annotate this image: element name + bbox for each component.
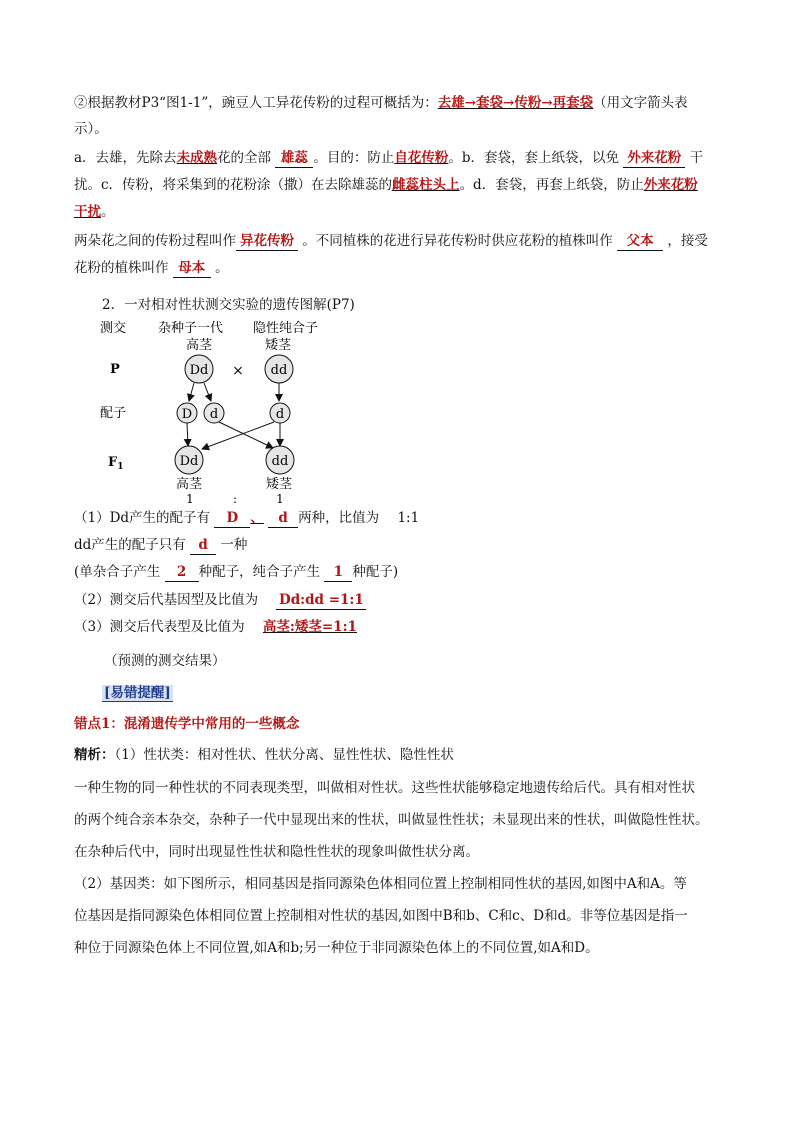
text: 干 xyxy=(689,150,704,166)
text: （2）测交后代基因型及比值为 xyxy=(74,592,259,608)
analysis-line7: 种位于同源染色体上不同位置,如A和b;另一种位于非同源染色体上的不同位置,如A和D。 xyxy=(74,940,599,956)
cross-label: 测交 xyxy=(100,321,127,336)
text: 一种 xyxy=(220,537,248,553)
offspring-dd: dd xyxy=(271,454,289,469)
tip-tag-line xyxy=(102,682,173,704)
gamete-d2: d xyxy=(275,407,285,422)
arrow-p1-gD xyxy=(189,383,194,401)
gamete-d: d xyxy=(209,407,219,422)
analysis-line6: 位基因是指同源染色体相同位置上控制相对性状的基因,如图中B和b、C和c、D和d。非等位基因是指一 xyxy=(74,908,688,924)
text: 种配子) xyxy=(352,564,399,580)
q1-line2 xyxy=(74,534,247,556)
text: 。不同植株的花进行异花传粉时供应花粉的植株叫作 xyxy=(302,233,613,249)
analysis-line3: 的两个纯合亲本杂交，杂种子一代中显现出来的性状，叫做显性性状；未显现出来的性状，叫做隐性性状。 xyxy=(74,812,709,828)
analysis-line1 xyxy=(74,744,454,766)
cross-sign: × xyxy=(232,363,244,379)
analysis-line5: （2）基因类：如下图所示，相同基因是指同源染色体相同位置上控制相同性状的基因,如图中A和A。等 xyxy=(74,876,687,892)
para3-line2 xyxy=(74,257,229,279)
text: 花粉的植株叫作 xyxy=(74,260,169,276)
testcross-diagram xyxy=(90,316,410,506)
answer-dd-gamete: d xyxy=(190,536,216,555)
text: dd产生的配子只有 xyxy=(74,537,186,553)
answer-hetero-count: 2 xyxy=(165,563,199,582)
answer-pollination-steps: 去雄→套袋→传粉→再套袋 xyxy=(437,95,594,111)
para2-line2 xyxy=(74,174,698,196)
parent2-title: 隐性纯合子 xyxy=(253,321,319,336)
answer-cross-pollination: 异花传粉 xyxy=(236,232,298,251)
parent1-genotype: Dd xyxy=(189,363,209,378)
ratio-1: 1 xyxy=(186,492,194,506)
parent2-genotype: dd xyxy=(270,363,288,378)
answer-female-parent: 母本 xyxy=(173,259,211,278)
answer-foreign-pollen-2: 外来花粉 xyxy=(643,177,698,193)
text: 。 xyxy=(101,204,115,220)
offspring-Dd: Dd xyxy=(179,454,199,469)
para1-tail: （用文字箭头表 xyxy=(593,95,688,111)
answer-gamete-D: D xyxy=(214,509,250,528)
section2-title: 2．一对相对性状测交实验的遗传图解(P7) xyxy=(102,297,355,313)
text: 花的全部 xyxy=(217,150,272,166)
analysis-label: 精析： xyxy=(74,747,115,763)
p-label: P xyxy=(110,362,120,377)
analysis-line4: 在杂种后代中，同时出现显性性状和隐性性状的现象叫做性状分离。 xyxy=(74,844,479,860)
answer-stamens: 雄蕊 xyxy=(275,149,313,168)
error-point-title: 错点1：混淆遗传学中常用的一些概念 xyxy=(74,716,300,732)
arrow-p1-gd xyxy=(204,383,211,401)
para1-line1 xyxy=(74,92,688,114)
q1-line1 xyxy=(74,507,419,529)
text: 。d．套袋，再套上纸袋，防止 xyxy=(459,177,644,193)
para1-line2: 示）。 xyxy=(74,121,108,137)
q1-line3 xyxy=(74,561,398,583)
text: 种配子，纯合子产生 xyxy=(198,564,321,580)
text: a．去雄，先除去 xyxy=(74,150,177,166)
parent1-trait: 高茎 xyxy=(186,338,213,353)
answer-self-pollination: 自花传粉 xyxy=(394,150,449,166)
parent1-title: 杂种子一代 xyxy=(158,321,224,336)
answer-ratio: 1:1 xyxy=(397,510,420,526)
text: （1）Dd产生的配子有 xyxy=(74,510,211,526)
parent2-trait: 矮茎 xyxy=(265,338,292,353)
q3-line xyxy=(74,616,357,638)
analysis-line2: 一种生物的同一种性状的不同表现类型，叫做相对性状。这些性状能够稳定地遗传给后代。具有相对性状 xyxy=(74,780,695,796)
para2-line3 xyxy=(74,201,115,223)
text: 扰。c．传粉，将采集到的花粉涂（撒）在去除雄蕊的 xyxy=(74,177,393,193)
answer-gamete-d: d xyxy=(268,509,298,528)
answer-phenotype-ratio: 高茎:矮茎=1:1 xyxy=(262,619,357,635)
ratio-colon: : xyxy=(232,492,238,506)
gamete-label: 配子 xyxy=(100,406,127,421)
answer-genotype-ratio: Dd:dd =1:1 xyxy=(276,591,366,610)
predict-note: （预测的测交结果） xyxy=(104,653,226,669)
arrow-gd2-f1Dd xyxy=(202,422,274,449)
gamete-D: D xyxy=(181,407,193,422)
q2-line xyxy=(74,589,366,611)
text: 。 xyxy=(215,260,229,276)
para2-line1 xyxy=(74,147,703,169)
text: 、 xyxy=(250,510,264,526)
answer-male-parent: 父本 xyxy=(617,232,663,251)
text: ，接受 xyxy=(667,233,708,249)
ratio-2: 1 xyxy=(276,492,284,506)
answer-stigma: 雌蕊柱头上 xyxy=(392,177,460,193)
tip-tag: [易错提醒] xyxy=(104,685,171,701)
offspring-trait-short: 矮茎 xyxy=(266,477,293,492)
answer-interference: 干扰 xyxy=(74,204,101,220)
para3-line1 xyxy=(74,230,708,252)
text: 两朵花之间的传粉过程叫作 xyxy=(74,233,236,249)
text: (单杂合子产生 xyxy=(74,564,161,580)
arrow-gD-f1Dd xyxy=(187,423,188,446)
text: 。b．套袋，套上纸袋，以免 xyxy=(448,150,620,166)
answer-homo-count: 1 xyxy=(324,563,352,582)
f1-label: $F_1$ xyxy=(108,455,124,472)
offspring-trait-tall: 高茎 xyxy=(176,477,203,492)
answer-foreign-pollen: 外来花粉 xyxy=(623,149,685,168)
answer-immature: 未成熟 xyxy=(176,150,218,166)
para1-intro: ②根据教材P3“图1-1”，豌豆人工异花传粉的过程可概括为： xyxy=(74,95,438,111)
text: 两种，比值为 xyxy=(298,510,380,526)
text: （3）测交后代表型及比值为 xyxy=(74,619,245,635)
text: 。目的：防止 xyxy=(313,150,395,166)
text: （1）性状类：相对性状、性状分离、显性性状、隐性性状 xyxy=(114,747,454,763)
